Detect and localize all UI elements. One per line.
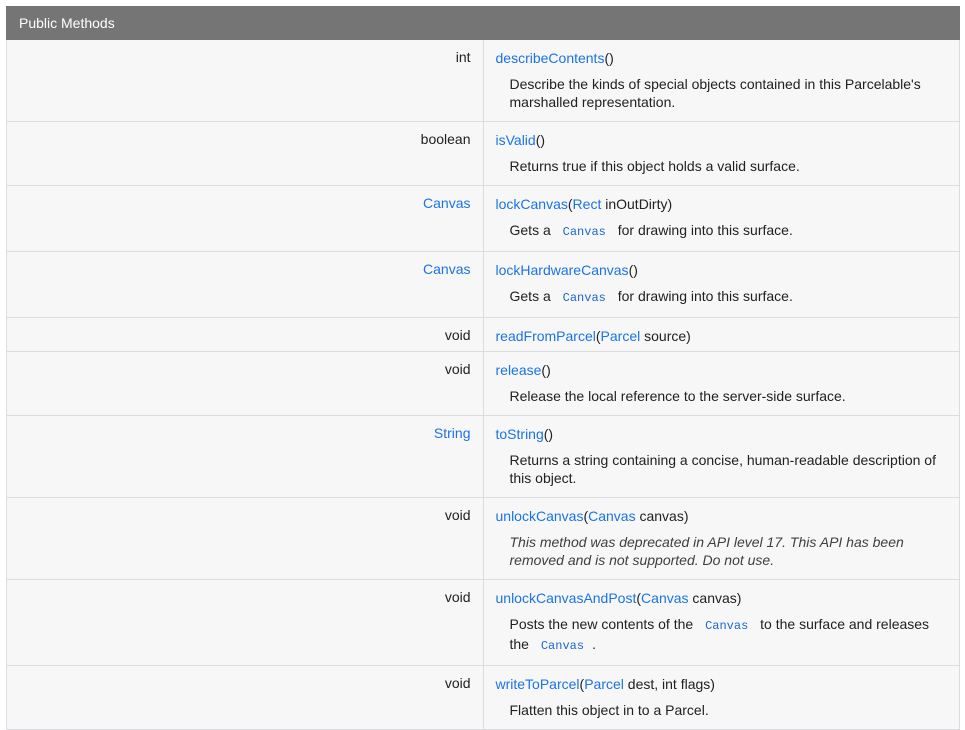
desc-text: for drawing into this surface. (617, 288, 793, 304)
method-row-lockCanvas (7, 186, 960, 252)
method-params: () (543, 426, 554, 442)
method-params: () (541, 362, 551, 378)
return-type: void (7, 580, 484, 666)
desc-code-link[interactable]: Canvas (562, 225, 606, 239)
param-name: canvas (692, 590, 737, 606)
param-name: source (644, 328, 687, 344)
open-paren: ( (579, 676, 585, 692)
method-link-unlockCanvas[interactable]: unlockCanvas (495, 508, 584, 524)
method-signature (483, 352, 960, 416)
return-type: void (7, 666, 484, 730)
method-link-release[interactable]: release (495, 362, 542, 378)
return-type: int (7, 40, 484, 122)
method-link-describeContents[interactable]: describeContents (495, 50, 605, 66)
return-type-link[interactable]: String (7, 416, 484, 498)
method-link-unlockCanvasAndPost[interactable]: unlockCanvasAndPost (495, 590, 637, 606)
method-link-isValid[interactable]: isValid (495, 132, 536, 148)
method-link-writeToParcel[interactable]: writeToParcel (495, 676, 580, 692)
method-link-lockHardwareCanvas[interactable]: lockHardwareCanvas (495, 262, 629, 278)
method-description: Release the local reference to the server-side surface. (509, 388, 846, 404)
deprecation-notice: This method was deprecated in API level 17. This API has been removed and is not supported. Do not use. (509, 534, 904, 568)
param-name: inOutDirty (605, 196, 668, 212)
return-type: void (7, 352, 484, 416)
method-row-readFromParcel (7, 318, 960, 352)
return-type: void (7, 318, 484, 352)
desc-text: . (592, 636, 596, 652)
method-description: Returns a string containing a concise, human-readable description of this object. (509, 452, 936, 486)
close-paren: ) (686, 328, 691, 344)
method-signature (483, 252, 960, 318)
method-signature (483, 318, 960, 352)
desc-code-link[interactable]: Canvas (705, 619, 749, 633)
method-row-lockHardwareCanvas (7, 252, 960, 318)
method-link-readFromParcel[interactable]: readFromParcel (495, 328, 596, 344)
method-signature (483, 498, 960, 580)
open-paren: ( (636, 590, 642, 606)
table-header-title: Public Methods (7, 7, 960, 40)
method-description (496, 221, 948, 241)
method-description: Returns true if this object holds a valid surface. (509, 158, 800, 174)
return-type-link[interactable]: Canvas (7, 186, 484, 252)
return-type: boolean (7, 122, 484, 186)
public-methods-section (6, 6, 960, 730)
method-link-toString[interactable]: toString (495, 426, 544, 442)
open-paren: ( (583, 508, 589, 524)
desc-text: for drawing into this surface. (617, 222, 793, 238)
close-paren: ) (667, 196, 673, 212)
return-type-link[interactable]: Canvas (7, 252, 484, 318)
return-type: void (7, 498, 484, 580)
method-row-unlockCanvasAndPost (7, 580, 960, 666)
method-signature (483, 122, 960, 186)
method-link-lockCanvas[interactable]: lockCanvas (495, 196, 568, 212)
param-type-link[interactable]: Parcel (584, 676, 624, 692)
method-signature (483, 416, 960, 498)
open-paren: ( (595, 328, 601, 344)
desc-code-link[interactable]: Canvas (540, 639, 585, 653)
method-row-writeToParcel (7, 666, 960, 730)
close-paren: ) (736, 590, 742, 606)
public-methods-table (6, 6, 960, 730)
method-signature (483, 186, 960, 252)
desc-code-link[interactable]: Canvas (562, 291, 606, 305)
method-params: () (628, 262, 638, 278)
method-signature (483, 580, 960, 666)
desc-text: Posts the new contents of the (509, 616, 694, 632)
param-type-link[interactable]: Rect (572, 196, 602, 212)
method-params: () (604, 50, 614, 66)
desc-text: Gets a (509, 222, 551, 238)
method-description (496, 287, 948, 307)
method-description: Flatten this object in to a Parcel. (509, 702, 709, 718)
method-row-isValid (7, 122, 960, 186)
close-paren: ) (683, 508, 689, 524)
method-signature (483, 666, 960, 730)
param-name: canvas (639, 508, 684, 524)
method-row-describeContents (7, 40, 960, 122)
open-paren: ( (567, 196, 573, 212)
param-name: dest, int flags (627, 676, 711, 692)
desc-text: Gets a (509, 288, 551, 304)
method-description: Describe the kinds of special objects contained in this Parcelable's marshalled representation. (509, 76, 921, 110)
table-header-row (7, 7, 960, 40)
method-description (496, 615, 948, 655)
close-paren: ) (710, 676, 715, 692)
method-row-release (7, 352, 960, 416)
param-type-link[interactable]: Parcel (600, 328, 641, 344)
desc-text: to the surface and releases the (509, 616, 930, 652)
param-type-link[interactable]: Canvas (641, 590, 689, 606)
method-row-unlockCanvas (7, 498, 960, 580)
method-signature (483, 40, 960, 122)
method-row-toString (7, 416, 960, 498)
param-type-link[interactable]: Canvas (588, 508, 636, 524)
method-params: () (535, 132, 546, 148)
